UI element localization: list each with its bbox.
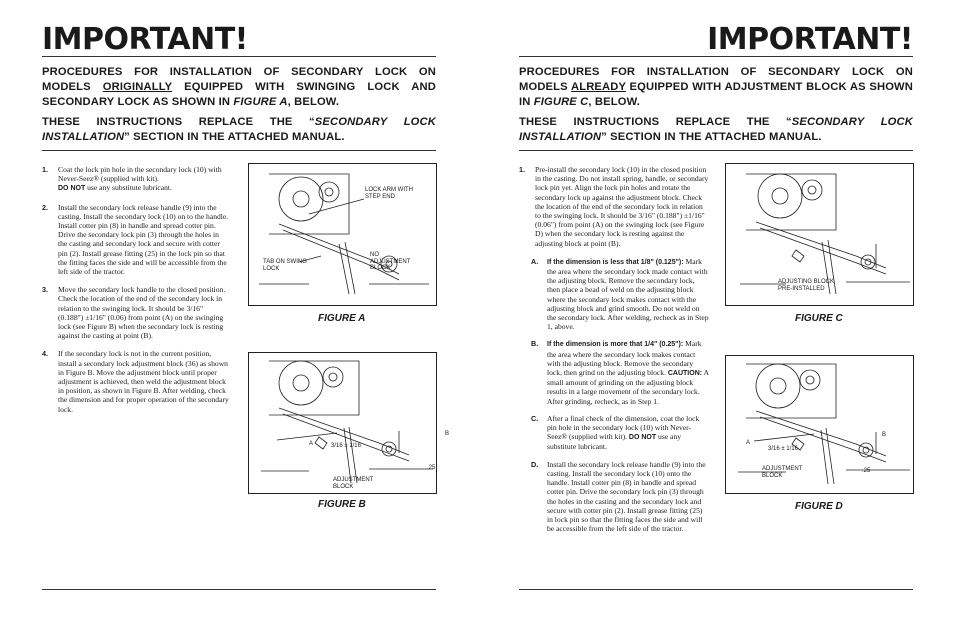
- substep-item: [519, 460, 709, 534]
- step-text: Pre-install the secondary lock (10) in the closed position in the casting. Do not install spring, handle, or secondary lock pin yet. Align the lock pin holes and rotate the secondary lock up against the adjustment block. Check the location of the end of the secondary lock in relation to the swinging lock. It should be 3/16" (0.188") ±1/16" (0.06") from point (A) on the swinging lock (see Figure D) when the secondary lock is resting against the adjusting block at point (B).: [535, 165, 709, 248]
- label-25: .25: [862, 468, 871, 474]
- figure-a-drawing: [249, 164, 436, 305]
- intro-text: THESE INSTRUCTIONS REPLACE THE “: [42, 116, 315, 128]
- figure-b-caption: FIGURE B: [318, 499, 366, 510]
- right-page: [519, 0, 913, 618]
- intro-section-name: SECONDARY LOCK INSTALLATION: [42, 116, 436, 143]
- label-lock-arm: LOCK ARM WITH STEP END: [365, 187, 414, 200]
- substep-text: use any substitute lubricant.: [547, 432, 682, 452]
- substep-item: [519, 414, 709, 452]
- figure-b-drawing: [249, 353, 436, 493]
- step-number: 3.: [42, 285, 48, 295]
- step-number: 2.: [42, 202, 48, 212]
- divider: [42, 56, 436, 57]
- substep-text: A small amount of grinding on the adjusting block results in a large movement of the secondary lock. After grinding, recheck, as in Step 1.: [547, 368, 709, 406]
- substep-letter: B.: [531, 339, 539, 349]
- intro-emphasis: ORIGINALLY: [102, 81, 173, 93]
- label-b: B: [882, 432, 887, 438]
- intro-figure-ref: FIGURE A: [233, 96, 288, 108]
- label-adjustment-block: ADJUSTMENT BLOCK: [762, 466, 803, 479]
- label-a: A: [309, 441, 314, 447]
- label-dimension: 3/16 ± 1/16: [331, 443, 361, 449]
- substep-item: [519, 257, 709, 332]
- figure-b: [248, 352, 450, 494]
- figure-d: [725, 355, 914, 494]
- figure-d-caption: FIGURE D: [795, 501, 843, 512]
- label-a: A: [746, 440, 751, 446]
- substep-letter: C.: [531, 413, 539, 423]
- label-no-adjustment: NO ADJUSTMENT BLOCK: [370, 252, 411, 272]
- label-tab: TAB ON SWING LOCK: [263, 259, 307, 272]
- label-adjusting-block: ADJUSTING BLOCK PRE-INSTALLED: [778, 279, 835, 292]
- intro-replace: [519, 115, 913, 145]
- step-text: Move the secondary lock handle to the closed position. Check the location of the end of the secondary lock in relation to the swinging lock. It should be 3/16" (0.188") ±1/16" (0.06) from point (A) on the swinging lock (see Figure B) when the secondary lock is resting against the casting at point (B).: [58, 285, 226, 341]
- step-item: [42, 285, 230, 340]
- intro-text: ” SECTION IN THE ATTACHED MANUAL.: [124, 131, 345, 143]
- divider: [42, 150, 436, 151]
- substep-text: Mark the area where the secondary lock made contact with the adjusting block. Remove the secondary lock, then place a bead of weld on the adjusting block where the secondary lock makes contact with the adjusting block and grind smooth. Do not weld on the secondary lock. After welding, recheck as in Step 1, above.: [547, 256, 709, 332]
- intro-section-name: SECONDARY LOCK INSTALLATION: [519, 116, 913, 143]
- step-text: If the secondary lock is not in the current position, install a secondary lock adjustment block (36) as shown in Figure B. Move the adjustment block until proper adjustment is achieved, then weld the adjustment block in position, as shown in Figure B. After welding, check the dimension and for proper operation of the secondary lock.: [58, 349, 229, 414]
- intro-text: EQUIPPED WITH ADJUSTMENT BLOCK AS SHOWN IN: [519, 81, 913, 108]
- intro-procedures: [519, 65, 913, 110]
- intro-text: , BELOW.: [588, 96, 640, 108]
- divider: [519, 56, 913, 57]
- step-number: 1.: [42, 165, 48, 174]
- step-text: Coat the lock pin hole in the secondary lock (10) with Never-Seez® (supplied with kit).: [58, 165, 222, 184]
- step-number: 1.: [519, 165, 525, 174]
- step-item: [519, 165, 709, 248]
- substep-letter: D.: [531, 459, 539, 469]
- step-text: use any substitute lubricant.: [85, 183, 172, 193]
- step-item: [42, 165, 230, 194]
- substep-letter: A.: [531, 256, 539, 266]
- step-item: [42, 203, 230, 277]
- figure-c-caption: FIGURE C: [795, 313, 843, 324]
- substep-heading: If the dimension is more that 1/4" (0.25"):: [547, 341, 684, 349]
- substep-text: Mark the area where the secondary lock makes contact with the adjusting block. Remove the secondary lock, then grind on the adjusting block.: [547, 339, 702, 378]
- intro-text: , BELOW.: [287, 96, 340, 108]
- figure-c: [725, 163, 914, 306]
- label-dimension: 3/16 ± 1/16: [768, 446, 798, 452]
- bottom-rule: [519, 589, 913, 590]
- step-warning: DO NOT: [58, 185, 86, 193]
- intro-emphasis: ALREADY: [570, 81, 626, 93]
- intro-text: THESE INSTRUCTIONS REPLACE THE “: [519, 116, 792, 128]
- label-b: B: [445, 431, 450, 437]
- step-list: [42, 165, 230, 423]
- figure-a: [248, 163, 437, 306]
- substep-warning: DO NOT: [628, 434, 657, 442]
- substep-item: [519, 339, 709, 405]
- substep-heading: If the dimension is less that 1/8" (0.125"):: [547, 258, 684, 266]
- step-item: [42, 349, 230, 413]
- label-25: .25: [427, 465, 436, 471]
- substep-caution: CAUTION:: [667, 370, 703, 378]
- page-title: IMPORTANT!: [42, 22, 248, 57]
- intro-replace: [42, 115, 436, 145]
- substep-text: After a final check of the dimension, coat the lock pin hole in the secondary lock (10) with Never-Seez® (supplied with kit).: [547, 413, 700, 442]
- intro-text: ” SECTION IN THE ATTACHED MANUAL.: [601, 131, 822, 143]
- left-page: [42, 0, 450, 618]
- intro-text: PROCEDURES FOR INSTALLATION OF SECONDARY LOCK ON MODELS: [519, 66, 913, 93]
- substep-text: Install the secondary lock release handle (9) into the casting. Install the secondary lock (10) onto the handle. Install cotter pin (8) in handle and spread cotter pin. Drive the secondary lock pin (3) through the holes in the casting and the secondary lock and secure with cotter pin (2). Install grease fitting (25) in lock pin so that the fitting faces the side and will be accessible from the left side of the tractor.: [547, 459, 706, 534]
- step-text: Install the secondary lock release handle (9) into the casting. Install the secondary lock (10) on to the handle. Install cotter pin (8) in handle and spread cotter pin. Drive the secondary lock pin (3) through the holes in the casting and secondary lock and secure with cotter pin (2). Install grease fitting (25) in the lock pin so that the fitting faces the side and will be accessible from the left side of the tractor.: [58, 202, 229, 277]
- intro-procedures: [42, 65, 436, 110]
- step-list: [519, 165, 709, 541]
- bottom-rule: [42, 589, 436, 590]
- divider: [519, 150, 913, 151]
- label-adjustment-block: ADJUSTMENT BLOCK: [333, 477, 374, 490]
- figure-a-caption: FIGURE A: [318, 313, 366, 324]
- intro-text: PROCEDURES FOR INSTALLATION OF SECONDARY LOCK ON MODELS: [42, 66, 436, 93]
- page-title: IMPORTANT!: [707, 22, 913, 57]
- intro-figure-ref: FIGURE C: [533, 96, 589, 108]
- intro-text: EQUIPPED WITH SWINGING LOCK AND SECONDARY LOCK AS SHOWN IN: [42, 81, 436, 108]
- step-number: 4.: [42, 349, 48, 359]
